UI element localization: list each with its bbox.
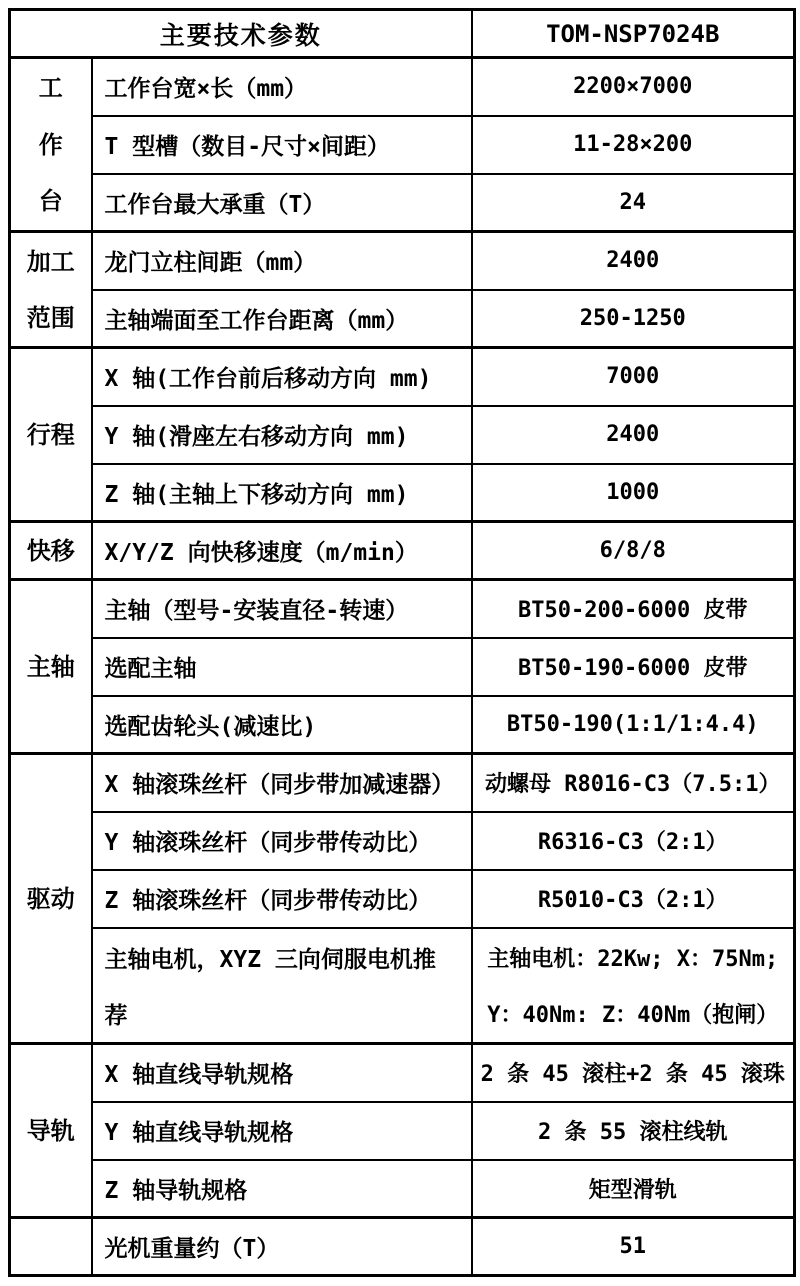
param-value: 1000 <box>472 464 795 522</box>
param-label: 龙门立柱间距（mm） <box>92 232 472 290</box>
table-row <box>10 348 795 406</box>
param-label: Y 轴(滑座左右移动方向 mm) <box>92 406 472 464</box>
param-label: 主轴端面至工作台距离（mm） <box>92 290 472 348</box>
group-cell-drive: 驱动 <box>10 754 92 1044</box>
param-label: X 轴直线导轨规格 <box>92 1044 472 1102</box>
param-value: 2 条 45 滚柱+2 条 45 滚珠 <box>472 1044 795 1102</box>
table-row <box>10 696 795 754</box>
group-cell-machining-range <box>10 232 92 348</box>
group-label-line: 作 <box>38 130 63 159</box>
table-row <box>10 812 795 870</box>
param-value: 24 <box>472 174 795 232</box>
table-row <box>10 174 795 232</box>
param-label: Y 轴滚珠丝杆（同步带传动比） <box>92 812 472 870</box>
param-label-lines <box>105 929 471 1041</box>
group-cell-spindle: 主轴 <box>10 580 92 754</box>
param-value: BT50-190(1:1/1:4.4) <box>472 696 795 754</box>
table-row <box>10 522 795 580</box>
table-row <box>10 1102 795 1160</box>
table-row <box>10 406 795 464</box>
param-value-lines <box>473 929 794 1041</box>
param-value-line: Y：40Nm: Z：40Nm（抱闸） <box>487 1002 779 1028</box>
param-value: 动螺母 R8016-C3（7.5:1） <box>472 754 795 812</box>
table-row <box>10 464 795 522</box>
table-header-row <box>10 10 795 58</box>
table-row <box>10 1160 795 1218</box>
table-row <box>10 1044 795 1102</box>
param-label: 选配齿轮头(减速比) <box>92 696 472 754</box>
param-label: Z 轴(主轴上下移动方向 mm) <box>92 464 472 522</box>
param-value: 2400 <box>472 232 795 290</box>
param-value: 2400 <box>472 406 795 464</box>
table-row <box>10 232 795 290</box>
group-cell-guideway: 导轨 <box>10 1044 92 1218</box>
table-row <box>10 290 795 348</box>
param-label: X 轴滚珠丝杆（同步带加减速器） <box>92 754 472 812</box>
table-row <box>10 580 795 638</box>
param-value: 51 <box>472 1218 795 1276</box>
table-row <box>10 928 795 1044</box>
group-cell-empty <box>10 1218 92 1276</box>
group-label-line: 范围 <box>26 303 75 332</box>
group-cell-travel: 行程 <box>10 348 92 522</box>
param-value: 6/8/8 <box>472 522 795 580</box>
group-label-line: 加工 <box>26 247 75 276</box>
group-cell-worktable <box>10 58 92 232</box>
param-label: 工作台最大承重（T） <box>92 174 472 232</box>
group-label-stack <box>11 60 91 230</box>
table-row <box>10 754 795 812</box>
param-label: 主轴（型号-安装直径-转速） <box>92 580 472 638</box>
spec-table <box>8 8 796 1277</box>
param-value-line: 主轴电机：22Kw; X：75Nm; <box>487 946 779 972</box>
table-row <box>10 116 795 174</box>
table-row <box>10 638 795 696</box>
param-label: T 型槽（数目-尺寸×间距） <box>92 116 472 174</box>
param-label: Z 轴滚珠丝杆（同步带传动比） <box>92 870 472 928</box>
param-value: 矩型滑轨 <box>472 1160 795 1218</box>
param-label: 光机重量约（T） <box>92 1218 472 1276</box>
param-label: Z 轴导轨规格 <box>92 1160 472 1218</box>
param-label: 工作台宽×长（mm） <box>92 58 472 116</box>
header-title: 主要技术参数 <box>10 10 472 58</box>
param-value: 2 条 55 滚柱线轨 <box>472 1102 795 1160</box>
table-row <box>10 1218 795 1276</box>
param-label: X/Y/Z 向快移速度（m/min） <box>92 522 472 580</box>
param-value: BT50-200-6000 皮带 <box>472 580 795 638</box>
param-label: Y 轴直线导轨规格 <box>92 1102 472 1160</box>
table-row <box>10 870 795 928</box>
param-label: X 轴(工作台前后移动方向 mm) <box>92 348 472 406</box>
group-label-line: 工 <box>38 73 63 102</box>
group-label-stack <box>11 234 91 346</box>
param-value: R5010-C3（2:1） <box>472 870 795 928</box>
group-label-line: 台 <box>38 187 63 216</box>
param-value: R6316-C3（2:1） <box>472 812 795 870</box>
header-model: TOM-NSP7024B <box>472 10 795 58</box>
param-value: 11-28×200 <box>472 116 795 174</box>
param-label-line: 主轴电机，XYZ 三向伺服电机推 <box>104 946 436 973</box>
param-value: 2200×7000 <box>472 58 795 116</box>
param-value: BT50-190-6000 皮带 <box>472 638 795 696</box>
table-row <box>10 58 795 116</box>
param-value: 250-1250 <box>472 290 795 348</box>
param-label <box>92 928 472 1044</box>
param-value: 7000 <box>472 348 795 406</box>
param-value <box>472 928 795 1044</box>
param-label: 选配主轴 <box>92 638 472 696</box>
group-cell-rapid: 快移 <box>10 522 92 580</box>
param-label-line: 荐 <box>104 1002 128 1029</box>
